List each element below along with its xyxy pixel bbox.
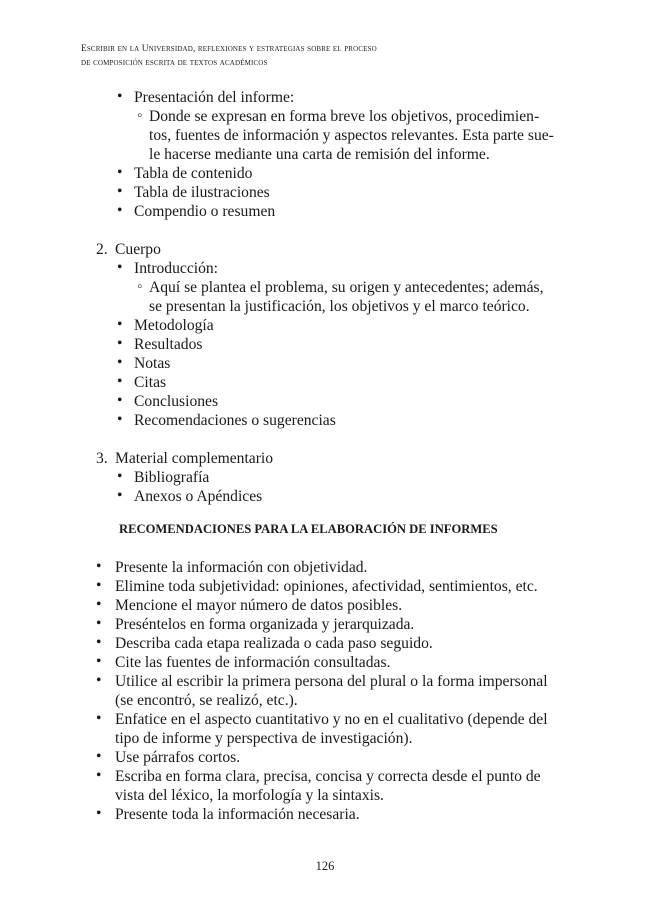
list-item: Notas	[134, 355, 171, 372]
bullet-icon: •	[117, 88, 123, 105]
recommendation-line: Utilice al escribir la primera persona del plural o la forma impersonal	[115, 673, 548, 690]
recommendation-line: Presente la información con objetividad.	[115, 559, 368, 576]
recommendation-line: Describa cada etapa realizada o cada paso seguido.	[115, 635, 433, 652]
bullet-icon: •	[117, 316, 123, 333]
recommendation-line: Elimine toda subjetividad: opiniones, afectividad, sentimientos, etc.	[115, 578, 538, 595]
section-number: 2.	[96, 241, 108, 258]
bullet-icon: •	[96, 615, 102, 632]
list-item: Metodología	[134, 317, 214, 334]
recommendation-line: Presente toda la información necesaria.	[115, 806, 360, 823]
bullet-icon: •	[96, 596, 102, 613]
list-item: Compendio o resumen	[134, 203, 276, 220]
page-number: 126	[315, 859, 335, 873]
running-head-line-1: Escribir en la Universidad, reflexiones y estrategias sobre el proceso	[81, 44, 377, 54]
bullet-icon: •	[117, 183, 123, 200]
bullet-icon: •	[96, 634, 102, 651]
list-item: Introducción:	[134, 260, 219, 277]
bullet-icon: •	[117, 202, 123, 219]
bullet-icon: •	[117, 411, 123, 428]
sub-bullet-icon: ◦	[137, 278, 143, 295]
list-subitem-line: le hacerse mediante una carta de remisión del informe.	[149, 146, 490, 163]
recommendation-line: Escriba en forma clara, precisa, concisa y correcta desde el punto de	[115, 768, 541, 785]
bullet-icon: •	[96, 653, 102, 670]
recommendation-line: vista del léxico, la morfología y la sintaxis.	[115, 787, 384, 804]
list-subitem-line: se presentan la justificación, los objetivos y el marco teórico.	[149, 298, 530, 315]
sub-bullet-icon: ◦	[137, 107, 143, 124]
list-item: Bibliografía	[134, 469, 210, 486]
bullet-icon: •	[96, 558, 102, 575]
bullet-icon: •	[117, 259, 123, 276]
recommendation-line: tipo de informe y perspectiva de investigación).	[115, 730, 413, 747]
list-item: Recomendaciones o sugerencias	[134, 412, 336, 429]
list-item: Resultados	[134, 336, 203, 353]
list-item: Tabla de contenido	[134, 165, 253, 182]
list-item: Conclusiones	[134, 393, 219, 410]
bullet-icon: •	[96, 748, 102, 765]
recommendation-line: Enfatice en el aspecto cuantitativo y no en el cualitativo (depende del	[115, 711, 548, 728]
bullet-icon: •	[96, 805, 102, 822]
bullet-icon: •	[117, 335, 123, 352]
recommendation-line: Mencione el mayor número de datos posibles.	[115, 597, 403, 614]
list-subitem-line: Donde se expresan en forma breve los objetivos, procedimien-	[149, 108, 540, 125]
recommendation-line: Use párrafos cortos.	[115, 749, 241, 766]
bullet-icon: •	[117, 373, 123, 390]
list-item: Tabla de ilustraciones	[134, 184, 270, 201]
list-item: Presentación del informe:	[134, 89, 295, 106]
list-item: Citas	[134, 374, 167, 391]
section-number: 3.	[96, 450, 108, 467]
bullet-icon: •	[96, 672, 102, 689]
section-heading: RECOMENDACIONES PARA LA ELABORACIÓN DE INFORMES	[119, 522, 498, 536]
bullet-icon: •	[117, 392, 123, 409]
recommendation-line: Preséntelos en forma organizada y jerarquizada.	[115, 616, 415, 633]
list-subitem-line: tos, fuentes de información y aspectos relevantes. Esta parte sue-	[149, 127, 554, 144]
bullet-icon: •	[117, 354, 123, 371]
recommendation-line: Cite las fuentes de información consultadas.	[115, 654, 391, 671]
running-head-line-2: de composición escrita de textos académicos	[81, 58, 268, 68]
bullet-icon: •	[96, 577, 102, 594]
bullet-icon: •	[117, 164, 123, 181]
bullet-icon: •	[117, 487, 123, 504]
bullet-icon: •	[117, 468, 123, 485]
bullet-icon: •	[96, 710, 102, 727]
list-item: Anexos o Apéndices	[134, 488, 263, 505]
recommendation-line: (se encontró, se realizó, etc.).	[115, 692, 298, 709]
section-title: Material complementario	[115, 450, 274, 467]
running-head	[81, 42, 377, 70]
bullet-icon: •	[96, 767, 102, 784]
list-subitem-line: Aquí se plantea el problema, su origen y antecedentes; además,	[149, 279, 544, 296]
section-title: Cuerpo	[115, 241, 161, 258]
